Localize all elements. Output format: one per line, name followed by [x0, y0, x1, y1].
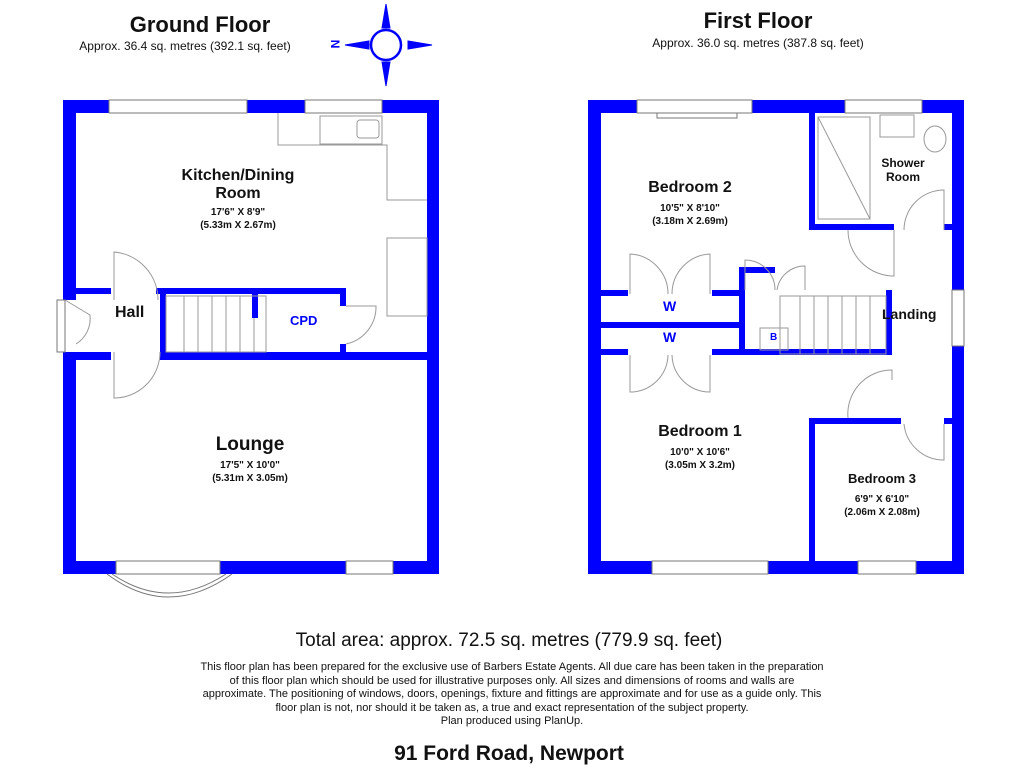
wall: [588, 561, 652, 574]
window: [109, 100, 247, 113]
disclaimer-line: of this floor plan which should be used for illustrative purposes only. All sizes and dimensions of rooms and walls are: [229, 674, 795, 687]
door-swing: [777, 266, 805, 290]
appliance: [387, 238, 427, 316]
property-address: 91 Ford Road, Newport: [394, 742, 624, 765]
room-name: Bedroom 1: [658, 423, 742, 440]
room-label-lounge: [150, 434, 350, 485]
wall: [752, 100, 845, 113]
wall: [588, 322, 739, 328]
room-label-bedroom-2: [620, 179, 760, 228]
room-label-shower-room: [868, 156, 938, 184]
window: [116, 561, 220, 574]
window: [952, 290, 964, 346]
wall: [247, 100, 305, 113]
wardrobe-door: [630, 254, 668, 294]
room-label-hall: Hall: [115, 304, 145, 321]
room-label-kitchen: [130, 167, 346, 232]
room-dim-metric: (5.33m X 2.67m): [200, 220, 276, 231]
wall: [809, 224, 894, 230]
room-label-cpd: CPD: [290, 313, 318, 328]
wardrobe-door: [630, 355, 668, 392]
wall: [916, 561, 964, 574]
room-dim-metric: (5.31m X 3.05m): [212, 473, 288, 484]
door-swing: [745, 260, 775, 290]
boiler-label: B: [770, 332, 778, 343]
front-door-frame: [57, 300, 65, 352]
room-dim-imperial: 17'6" X 8'9": [210, 207, 266, 218]
window: [845, 100, 922, 113]
disclaimer: [0, 661, 1024, 729]
sink-bowl: [357, 120, 379, 138]
first-floor-area: Approx. 36.0 sq. metres (387.8 sq. feet): [652, 36, 864, 50]
room-dim-metric: (3.18m X 2.69m): [652, 216, 728, 227]
wall: [63, 288, 111, 294]
wardrobe-label: W: [663, 298, 677, 314]
compass-label: N: [328, 39, 343, 49]
wall: [220, 561, 346, 574]
room-dim-metric: (2.06m X 2.08m): [844, 507, 920, 518]
door-swing: [346, 306, 376, 344]
wall: [588, 290, 628, 296]
wall: [809, 418, 815, 574]
wall: [944, 418, 964, 424]
disclaimer-line: approximate. The positioning of windows, doors, openings, fixture and fittings are approximate and for use as a guide only. This: [202, 688, 822, 700]
room-name: Room: [215, 185, 261, 202]
room-name: Bedroom 2: [648, 179, 732, 196]
door-swing: [114, 252, 158, 300]
room-dim-imperial: 10'0" X 10'6": [670, 447, 730, 458]
wall: [944, 224, 964, 230]
door-swing: [848, 370, 892, 418]
washbasin: [880, 115, 914, 137]
ground-floor-area: Approx. 36.4 sq. metres (392.1 sq. feet): [79, 39, 291, 53]
wall: [63, 352, 111, 360]
door-swing: [65, 300, 90, 344]
door-swing: [114, 352, 160, 398]
wall: [809, 113, 815, 229]
ground-floor-title: Ground Floor: [129, 12, 271, 37]
wall: [63, 100, 109, 113]
total-area: Total area: approx. 72.5 sq. metres (779.9 sq. feet): [295, 630, 723, 651]
wall: [156, 288, 346, 294]
room-label-landing: Landing: [882, 306, 937, 322]
disclaimer-line: This floor plan has been prepared for the exclusive use of Barbers Estate Agents. All due care has been taken in the preparation: [200, 661, 824, 673]
wall: [588, 100, 601, 574]
wall: [340, 288, 346, 306]
wardrobe-door: [672, 254, 710, 294]
door-swing: [904, 190, 944, 230]
wall: [952, 346, 964, 574]
compass: [345, 4, 432, 86]
wall: [588, 349, 628, 355]
room-name: Room: [886, 170, 920, 184]
first-floor-title: First Floor: [703, 8, 813, 33]
toilet: [924, 126, 946, 152]
wall: [252, 294, 258, 318]
bay-window: [112, 574, 226, 593]
wall: [952, 100, 964, 290]
room-name: Shower: [881, 156, 925, 170]
room-dim-imperial: 6'9" X 6'10": [854, 494, 910, 505]
window: [652, 561, 768, 574]
wall: [886, 290, 892, 355]
disclaimer-line: floor plan is not, nor should it be taken as, a true and exact representation of the subject property.: [275, 701, 749, 714]
room-name: Lounge: [215, 434, 285, 455]
wall: [809, 418, 901, 424]
room-name: Bedroom 3: [848, 471, 916, 486]
wall: [427, 100, 439, 574]
wardrobe-label: W: [663, 329, 677, 345]
wall: [160, 352, 439, 360]
wall: [588, 100, 637, 113]
room-label-bedroom-1: [630, 423, 770, 472]
room-dim-imperial: 10'5" X 8'10": [660, 203, 720, 214]
wall: [393, 561, 439, 574]
wall: [63, 100, 76, 300]
door-swing: [904, 424, 944, 460]
window: [305, 100, 382, 113]
wall: [739, 267, 745, 355]
radiator: [657, 113, 737, 118]
wardrobe-door: [672, 355, 710, 392]
room-dim-metric: (3.05m X 3.2m): [664, 460, 736, 471]
window: [346, 561, 393, 574]
window: [858, 561, 916, 574]
wall: [63, 352, 76, 574]
wall: [63, 561, 116, 574]
window: [637, 100, 752, 113]
disclaimer-line: Plan produced using PlanUp.: [440, 715, 584, 727]
door-swing: [848, 230, 894, 276]
room-name: Kitchen/Dining: [181, 167, 295, 184]
room-label-bedroom-3: [820, 471, 944, 519]
wall: [160, 294, 166, 356]
room-dim-imperial: 17'5" X 10'0": [220, 460, 280, 471]
bay-window: [107, 574, 232, 597]
